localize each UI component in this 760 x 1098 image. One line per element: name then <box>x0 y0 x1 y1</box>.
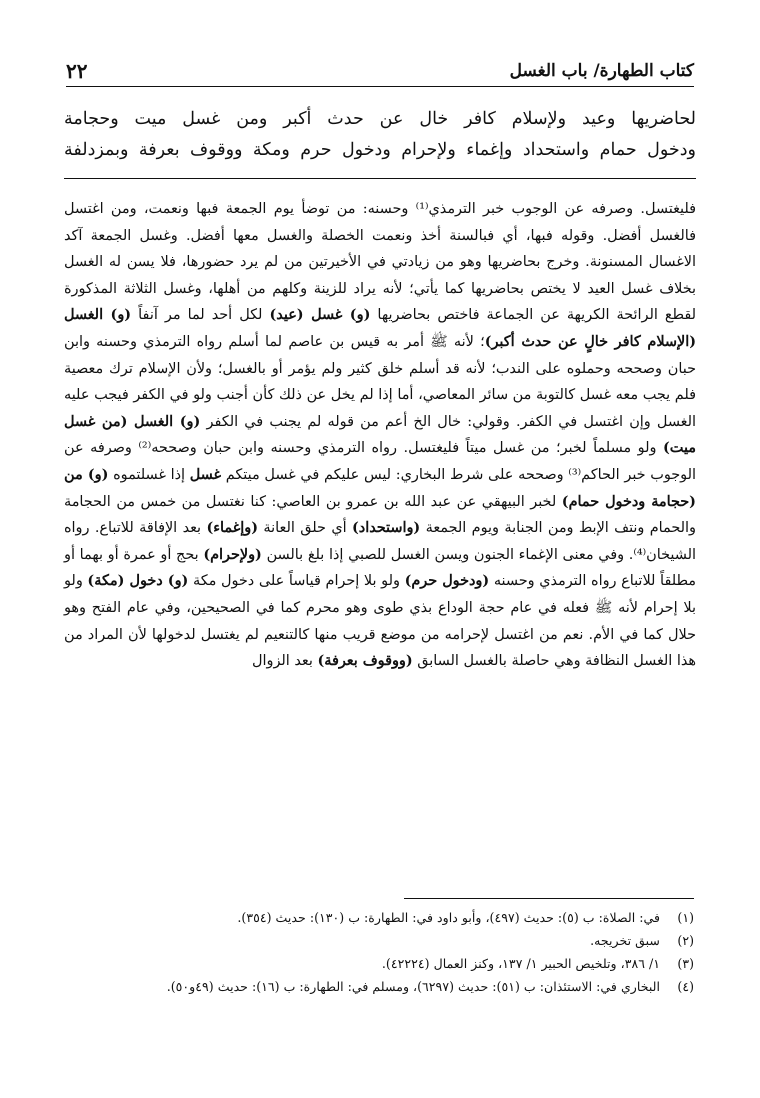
quoted-matn: (و) الغسل (من غسل ميت) <box>64 412 696 457</box>
footnote-number: (٤) <box>677 979 694 994</box>
main-text-line: لحاضريها وعيد ولإسلام كافر خال عن حدث أكبر ومن غسل ميت وحجامة <box>64 109 696 129</box>
footnote-divider <box>404 898 694 899</box>
quoted-matn: (ووقوف بعرفة) <box>317 652 413 670</box>
quoted-matn: (و) دخول (مكة) <box>87 572 189 590</box>
commentary-text: بعد الزوال <box>252 653 318 670</box>
footnote-number: (١) <box>677 910 694 925</box>
footnote-text: في: الصلاة: ب (٥): حديث (٤٩٧)، وأبو داود في: الطهارة: ب (١٣٠): حديث (٣٥٤). <box>237 910 660 925</box>
quoted-matn: (وإغماء) <box>206 519 259 537</box>
footnote-number: (٢) <box>677 933 694 948</box>
commentary-text: بعد الإفاقة للاتباع. رواه الشيخان⁽⁴⁾. وفي معنى الإغماء الجنون ويسن الغسل للصبي إذا بلغ بالسن <box>64 520 696 563</box>
page-number: ٢٢ <box>66 59 88 83</box>
commentary-text: إذا غسلتموه <box>108 466 190 483</box>
footnote-text: ١/ ٣٨٦، وتلخيص الحبير ١/ ١٣٧، وكنز العمال (٤٢٢٢٤). <box>381 956 660 971</box>
main-text-line: ودخول حمام واستحداد وإغماء ولإحرام ودخول حرم ومكة ووقوف بعرفة وبمزدلفة <box>64 140 696 160</box>
footnote-number: (٣) <box>677 956 694 971</box>
page-header <box>66 56 694 87</box>
main-text <box>64 104 696 166</box>
commentary-text: فليغتسل. وصرفه عن الوجوب خبر الترمذي⁽¹⁾ وحسنه: من توضأ يوم الجمعة فبها ونعمت، ومن اغتسل فالغسل أفضل. وقوله فبها، أي فبالسنة أخذ ونعمت الخصلة والغسل معها أفضل. وغسل الجمعة آكد الاغسال المسنونة. وخرج بحاضريها وهو من زيادتي في الأخيرتين من لم يرد حضورها، فلا يسن له الغسل بخلاف غسل العيد لا يختص بحاضريها كما يأتي؛ لأنه يراد للزينة وكلهم من أهلها، وغسل الثلاثة المذكورة لقطع الرائحة الكريهة عن الجماعة فاختص بحاضريها <box>64 201 697 324</box>
commentary-text: أي حلق العانة <box>258 520 352 537</box>
footnote <box>66 929 694 952</box>
commentary-text: بحج أو عمرة أو بهما أو مطلقاً للاتباع رواه الترمذي وحسنه <box>64 546 696 590</box>
commentary-text: ولو بلا إحرام لأنه ﷺ فعله في عام حجة الوداع بذي طوى وهو محرم كما في الصحيحين، وفي عام الفتح وهو حلال كما في الأم. نعم من اغتسل لإحرامه من موضع قريب منها كالتنعيم لم يغتسل لدخولها لأن المراد من هذا الغسل النظافة وهي حاصلة بالغسل السابق <box>64 573 696 670</box>
footnote <box>66 975 694 998</box>
footnote-text: البخاري في: الاستئذان: ب (٥١): حديث (٦٢٩٧)، ومسلم في: الطهارة: ب (١٦): حديث (٤٩و٥٠). <box>166 979 660 994</box>
footnote <box>66 906 694 929</box>
commentary-text: ولو مسلماً لخبر؛ من غسل ميتاً فليغتسل. رواه الترمذي وحسنه وابن حبان وصححه⁽²⁾ وصرفه عن الوجوب خبر الحاكم⁽³⁾ وصححه على شرط البخاري: ليس عليكم في غسل ميتكم <box>64 440 696 483</box>
commentary-text: لخبر البيهقي عن عبد الله بن عمرو بن العاصي: كنا نغتسل من خمس من الحجامة والحمام ونتف الإبط ومن الجنابة ويوم الجمعة <box>64 493 697 537</box>
running-title: كتاب الطهارة/ باب الغسل <box>509 61 694 81</box>
quoted-matn: (و) الغسل (الإسلام كافر خالٍ عن حدث أكبر) <box>64 306 697 350</box>
footnotes <box>66 906 694 998</box>
footnote-text: سبق تخريجه. <box>590 933 660 948</box>
quoted-matn: غسل <box>189 465 222 483</box>
quoted-matn: (واستحداد) <box>352 519 421 537</box>
commentary-paragraph <box>64 196 696 675</box>
commentary-text: ؛ لأنه ﷺ أمر به قيس بن عاصم لما أسلم رواه الترمذي وحسنه وابن حبان وصححه وحملوه على الندب؛ لأنه قد أسلم خلق كثير ولم يؤمر أو بالغسل؛ ولأن الإسلام ترك معصية فلم يجب معه غسل كالتوبة من سائر المعاصي، أما إذا لم يخل عن ذلك كأن أجنب ولو في الكفر فيجب عليه الغسل وإن اغتسل في الكفر. وقولي: خال الخ أعم من قوله لم يجنب في الكفر <box>64 333 696 430</box>
commentary <box>64 196 696 675</box>
commentary-text: ولو بلا إحرام قياساً على دخول مكة <box>188 573 405 590</box>
quoted-matn: (و) من (حجامة ودخول حمام) <box>64 465 696 510</box>
commentary-text: لكل أحد لما مر آنفاً <box>131 307 270 324</box>
quoted-matn: (ولإحرام) <box>203 545 262 563</box>
quoted-matn: (و) غسل (عيد) <box>269 306 371 324</box>
main-text-divider <box>64 178 696 179</box>
quoted-matn: (ودخول حرم) <box>404 572 490 590</box>
footnote <box>66 952 694 975</box>
